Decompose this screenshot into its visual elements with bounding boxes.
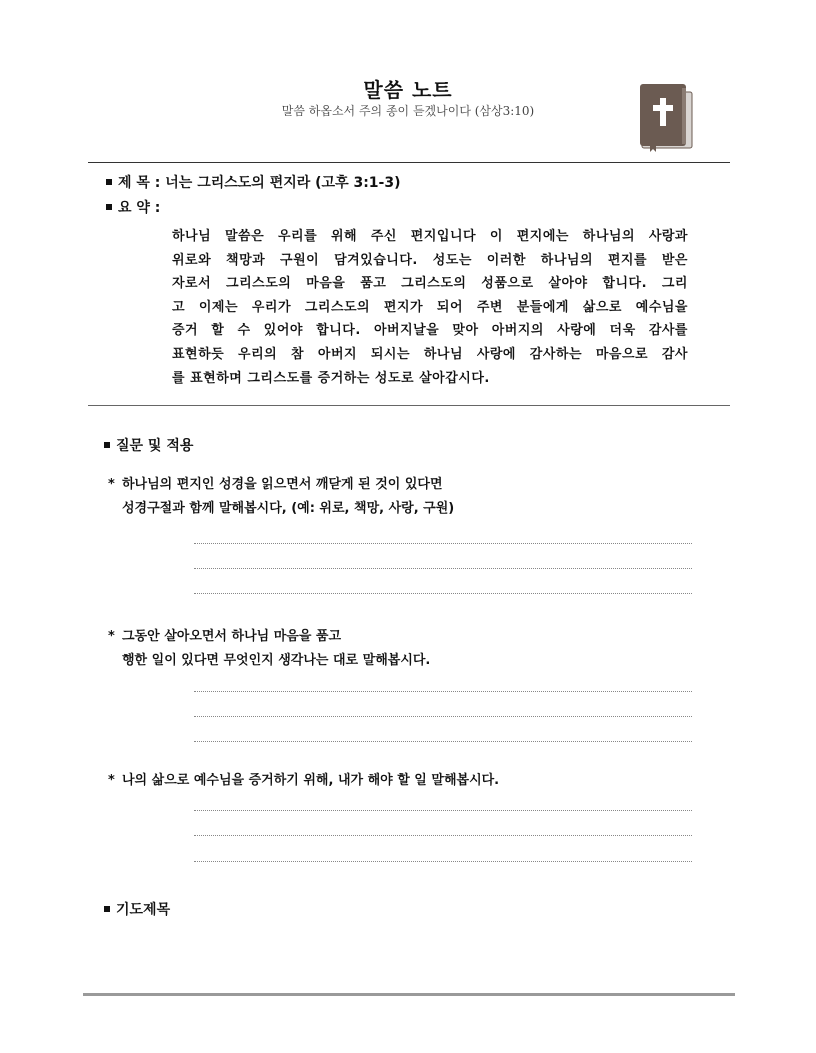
- question-text: 하나님의 편지인 성경을 읽으면서 깨닫게 된 것이 있다면: [122, 477, 443, 492]
- bullet-square-icon: [106, 179, 112, 185]
- summary-label: 요 약 :: [118, 200, 161, 216]
- answer-line[interactable]: [194, 835, 692, 836]
- footer-divider: [83, 993, 735, 996]
- subject-value: 너는 그리스도의 편지라 (고후 3:1-3): [165, 175, 401, 191]
- bullet-square-icon: [104, 906, 110, 912]
- summary-line: 자로서 그리스도의 마음을 품고 그리스도의 성품으로 살아야 합니다. 그리: [172, 276, 688, 292]
- question-text: 성경구절과 함께 말해봅시다, (예: 위로, 책망, 사랑, 구원): [122, 501, 455, 516]
- summary-line: 하나님 말씀은 우리를 위해 주신 편지입니다 이 편지에는 하나님의 사랑과: [172, 229, 688, 244]
- bullet-square-icon: [104, 442, 110, 448]
- summary-field: [106, 197, 160, 217]
- question-1: [108, 473, 454, 521]
- bullet-square-icon: [106, 204, 112, 210]
- answer-line[interactable]: [194, 741, 692, 742]
- section-divider: [88, 405, 730, 406]
- prayer-heading: 기도제목: [104, 899, 170, 919]
- asterisk-icon: *: [108, 477, 115, 492]
- summary-line: 증거 할 수 있어야 합니다. 아버지날을 맞아 아버지의 사랑에 더욱 감사를: [172, 323, 688, 339]
- answer-line[interactable]: [194, 543, 692, 544]
- question-text: 나의 삶으로 예수님을 증거하기 위해, 내가 해야 할 일 말해봅시다.: [122, 773, 500, 788]
- summary-line: 고 이제는 우리가 그리스도의 편지가 되어 주변 분들에게 삶으로 예수님을: [172, 299, 688, 315]
- asterisk-icon: *: [108, 629, 115, 644]
- summary-line: 위로와 책망과 구원이 담겨있습니다. 성도는 이러한 하나님의 편지를 받은: [172, 252, 688, 268]
- bible-cross-icon: [640, 84, 694, 152]
- answer-line[interactable]: [194, 691, 692, 692]
- page-subtitle: 말씀 하옵소서 주의 종이 듣겠나이다 (삼상3:10): [281, 104, 535, 118]
- summary-text: [172, 225, 688, 390]
- answer-line[interactable]: [194, 568, 692, 569]
- answer-line[interactable]: [194, 716, 692, 717]
- header-divider: [88, 162, 730, 163]
- page-title: 말씀 노트: [363, 78, 453, 102]
- answer-line[interactable]: [194, 810, 692, 811]
- asterisk-icon: *: [108, 773, 115, 788]
- answer-line[interactable]: [194, 593, 692, 594]
- summary-line: 를 표현하며 그리스도를 증거하는 성도로 살아갑시다.: [172, 370, 490, 386]
- subject-label: 제 목 :: [118, 175, 161, 191]
- question-text: 그동안 살아오면서 하나님 마음을 품고: [122, 629, 342, 644]
- question-text: 행한 일이 있다면 무엇인지 생각나는 대로 말해봅시다.: [122, 653, 431, 668]
- questions-heading: 질문 및 적용: [104, 435, 193, 455]
- subject-field: [106, 172, 401, 192]
- summary-line: 표현하듯 우리의 참 아버지 되시는 하나님 사랑에 감사하는 마음으로 감사: [172, 346, 688, 362]
- answer-line[interactable]: [194, 861, 692, 862]
- question-2: [108, 625, 430, 673]
- question-3: [108, 769, 499, 793]
